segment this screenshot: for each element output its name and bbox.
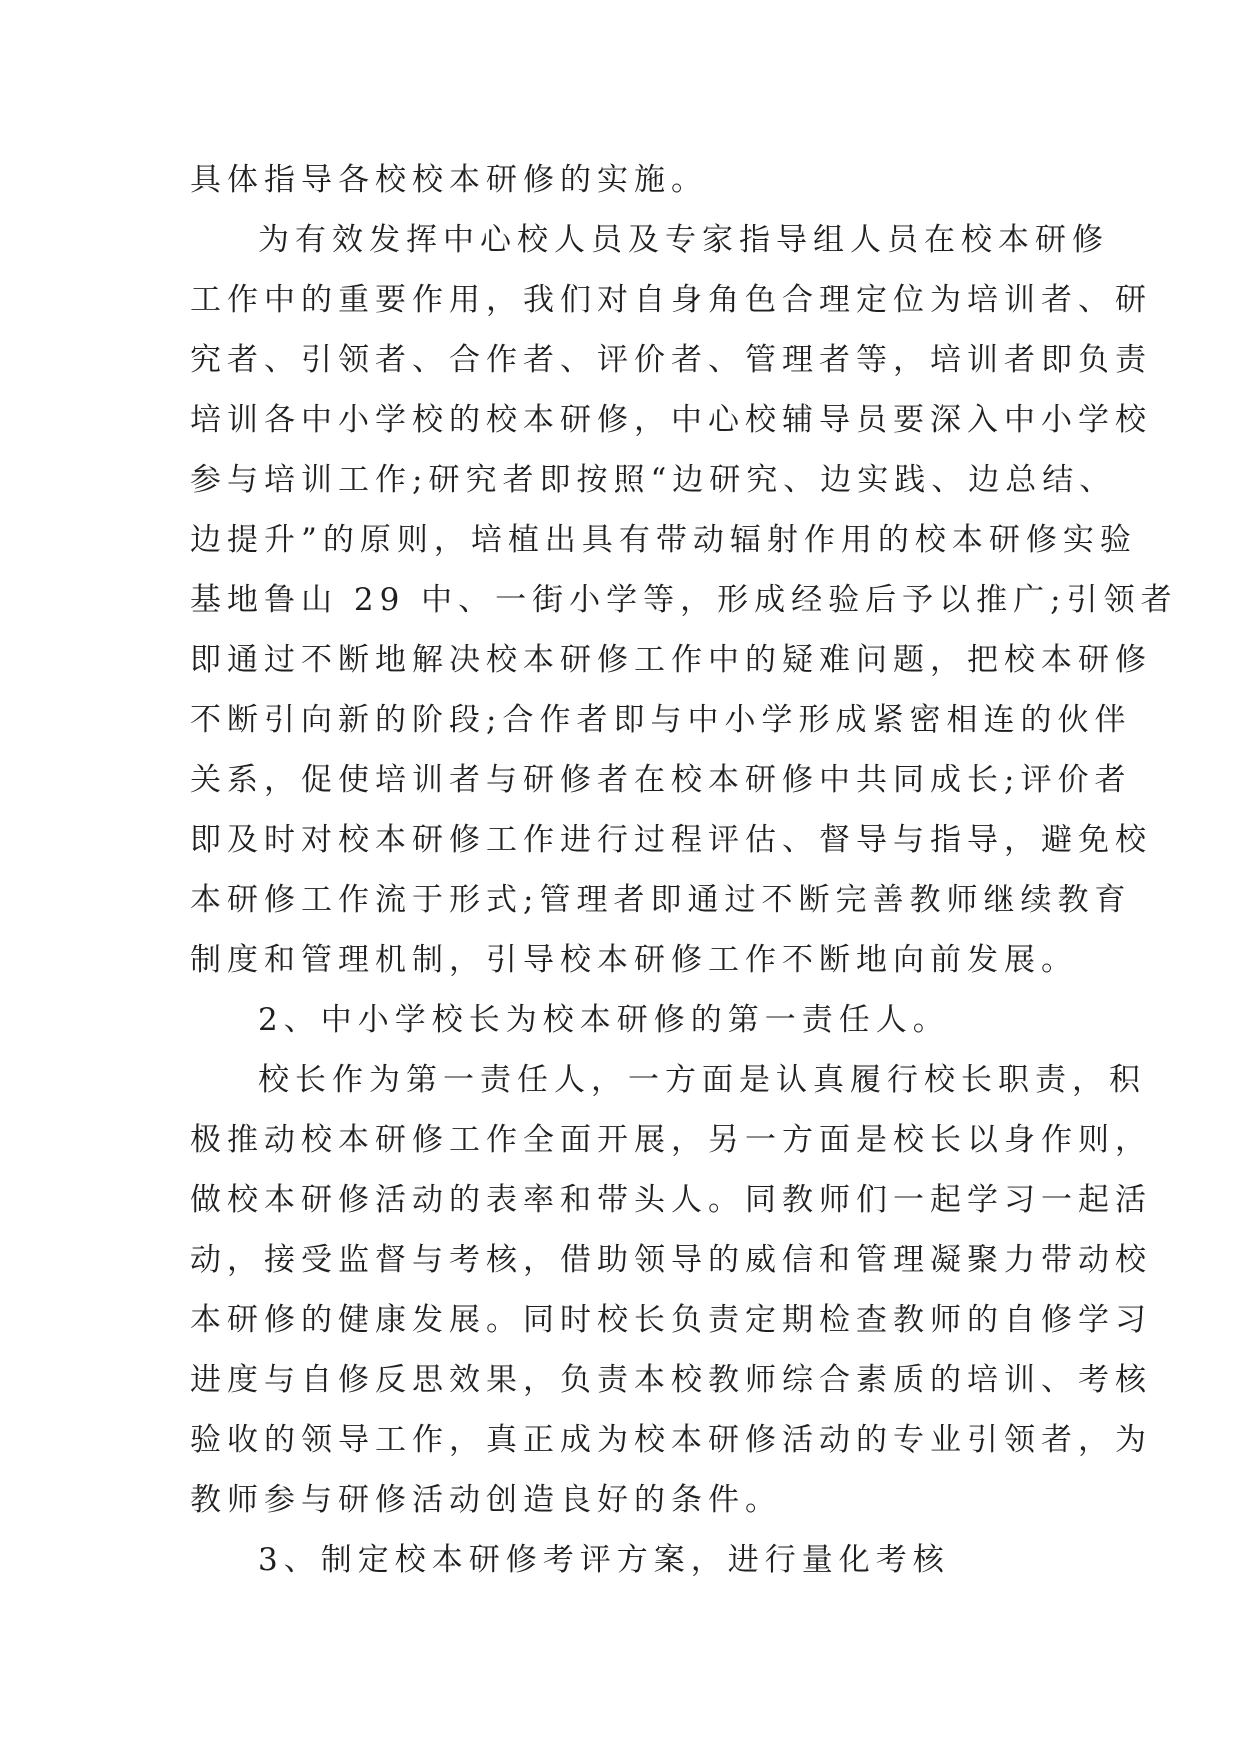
text-line: 动，接受监督与考核，借助领导的威信和管理凝聚力带动校	[190, 1242, 1152, 1278]
text-line: 即及时对校本研修工作进行过程评估、督导与指导，避免校	[190, 822, 1152, 858]
text-line: 验收的领导工作，真正成为校本研修活动的专业引领者，为	[190, 1422, 1152, 1458]
text-line: 参与培训工作;研究者即按照“边研究、边实践、边总结、	[190, 462, 1117, 498]
text-line: 究者、引领者、合作者、评价者、管理者等，培训者即负责	[190, 342, 1152, 378]
text-line: 不断引向新的阶段;合作者即与中小学形成紧密相连的伙伴	[190, 702, 1132, 738]
section-heading-2: 2、中小学校长为校本研修的第一责任人。	[258, 1002, 950, 1038]
section-heading-3: 3、制定校本研修考评方案，进行量化考核	[258, 1542, 950, 1578]
text-line: 关系，促使培训者与研修者在校本研修中共同成长;评价者	[190, 762, 1132, 798]
text-line: 进度与自修反思效果，负责本校教师综合素质的培训、考核	[190, 1362, 1152, 1398]
text-line: 教师参与研修活动创造良好的条件。	[190, 1482, 782, 1518]
text-line: 本研修的健康发展。同时校长负责定期检查教师的自修学习	[190, 1302, 1152, 1338]
text-line: 本研修工作流于形式;管理者即通过不断完善教师继续教育	[190, 882, 1132, 918]
text-line: 制度和管理机制，引导校本研修工作不断地向前发展。	[190, 942, 1078, 978]
text-line: 工作中的重要作用，我们对自身角色合理定位为培训者、研	[190, 282, 1152, 318]
paragraph-start-line: 为有效发挥中心校人员及专家指导组人员在校本研修	[258, 222, 1109, 258]
text-line: 做校本研修活动的表率和带头人。同教师们一起学习一起活	[190, 1182, 1152, 1218]
text-line: 培训各中小学校的校本研修，中心校辅导员要深入中小学校	[190, 402, 1152, 438]
text-line: 边提升”的原则，培植出具有带动辐射作用的校本研修实验	[190, 522, 1137, 558]
text-line: 基地鲁山 29 中、一街小学等，形成经验后予以推广;引领者	[190, 582, 1178, 618]
document-body	[190, 150, 1178, 1590]
text-line: 即通过不断地解决校本研修工作中的疑难问题，把校本研修	[190, 642, 1152, 678]
text-line: 具体指导各校校本研修的实施。	[190, 162, 708, 198]
paragraph-start-line: 校长作为第一责任人，一方面是认真履行校长职责，积	[258, 1062, 1146, 1098]
text-line: 极推动校本研修工作全面开展，另一方面是校长以身作则，	[190, 1122, 1152, 1158]
